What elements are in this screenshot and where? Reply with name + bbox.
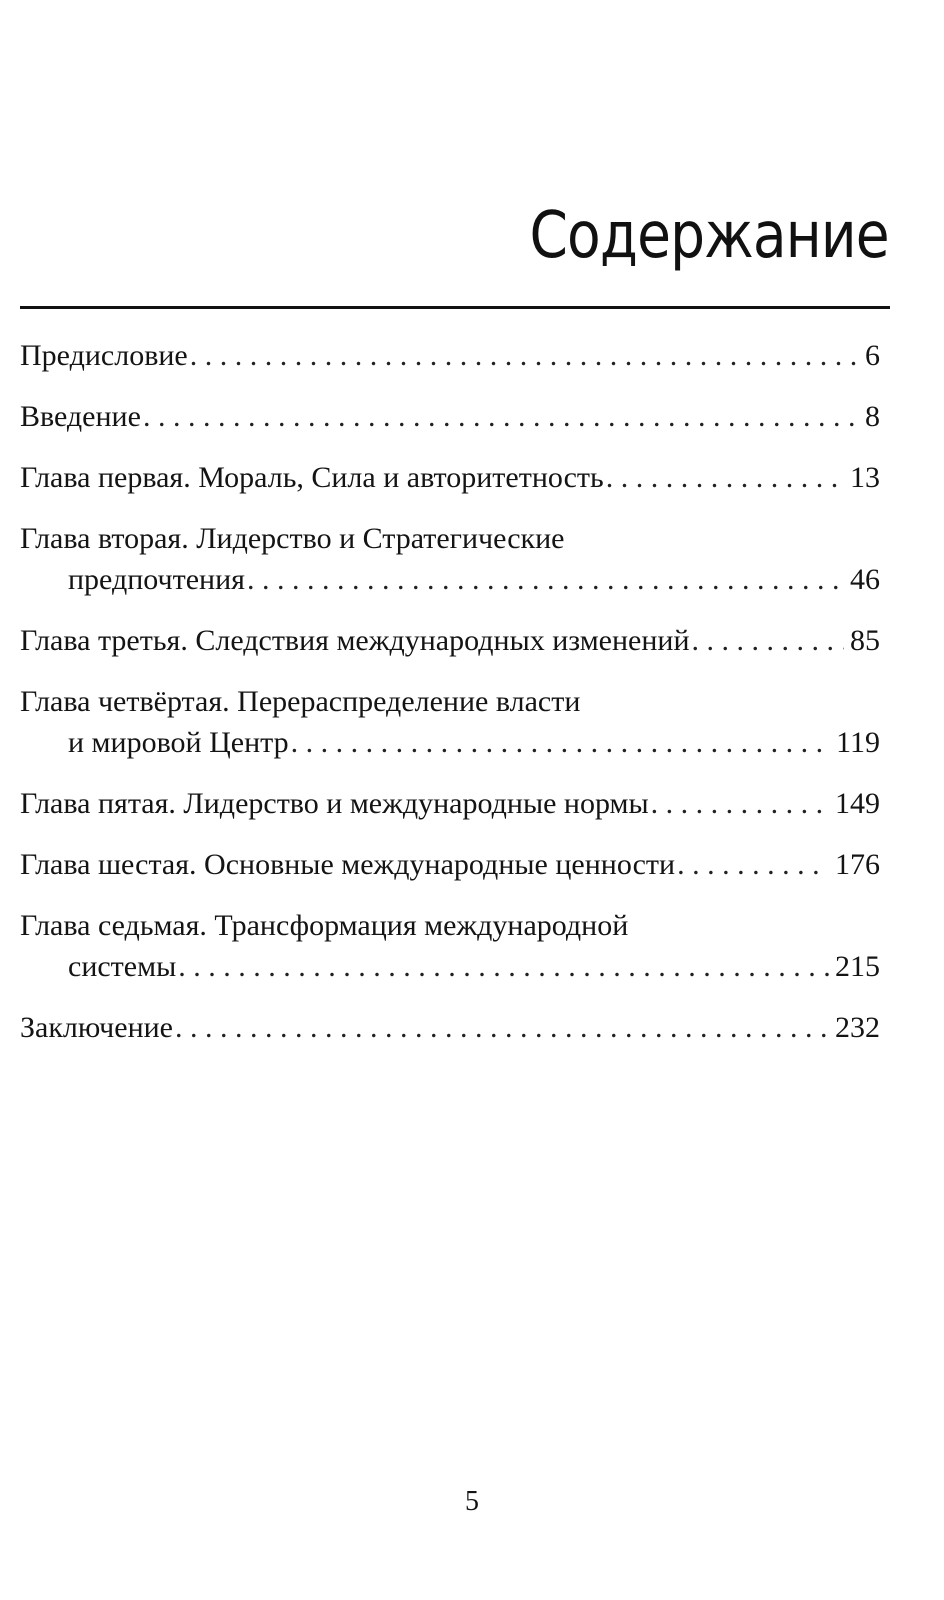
toc-entry-line <box>20 621 880 661</box>
toc-entry <box>20 458 880 498</box>
dot-leader <box>651 784 829 824</box>
toc-entry-title: Глава пятая. Лидерство и международные нормы <box>20 787 649 820</box>
toc-page-number: 46 <box>850 563 880 596</box>
toc-page-number: 215 <box>835 950 880 983</box>
dot-leader <box>291 723 830 763</box>
toc-entry-line <box>20 336 880 376</box>
dot-leader <box>692 621 844 661</box>
title-rule <box>20 306 890 309</box>
dot-leader <box>606 458 844 498</box>
toc-entry-title: Глава первая. Мораль, Сила и авторитетность <box>20 461 604 494</box>
toc-entry-line <box>20 723 880 763</box>
dot-leader <box>178 947 829 987</box>
toc-entry-title: Глава третья. Следствия международных изменений <box>20 624 690 657</box>
toc-entry-line <box>20 845 880 885</box>
table-of-contents <box>20 336 880 1069</box>
toc-entry-title: Глава четвёртая. Перераспределение власти <box>20 685 581 718</box>
toc-entry <box>20 621 880 661</box>
toc-entry <box>20 336 880 376</box>
dot-leader <box>677 845 829 885</box>
page-title: Содержание <box>529 199 889 273</box>
toc-page-number: 119 <box>836 726 880 759</box>
toc-entry-line <box>20 947 880 987</box>
toc-entry-title-continued: системы <box>68 950 177 983</box>
toc-page-number: 13 <box>850 461 880 494</box>
toc-entry <box>20 397 880 437</box>
toc-entry <box>20 784 880 824</box>
toc-entry <box>20 845 880 885</box>
toc-entry <box>20 1008 880 1048</box>
toc-entry-line <box>20 1008 880 1048</box>
toc-entry-title: Предисловие <box>20 339 188 372</box>
toc-entry <box>20 519 880 600</box>
toc-entry-line <box>20 458 880 498</box>
dot-leader <box>247 560 844 600</box>
toc-page-number: 232 <box>835 1011 880 1044</box>
toc-page-number: 8 <box>865 400 880 433</box>
page-number: 5 <box>465 1486 479 1517</box>
toc-entry-title: Заключение <box>20 1011 173 1044</box>
toc-page-number: 176 <box>835 848 880 881</box>
toc-page-number: 85 <box>850 624 880 657</box>
toc-entry-line <box>20 784 880 824</box>
toc-entry <box>20 906 880 987</box>
toc-entry-line <box>20 397 880 437</box>
toc-page-number: 149 <box>835 787 880 820</box>
dot-leader <box>175 1008 829 1048</box>
toc-entry-line <box>20 560 880 600</box>
dot-leader <box>143 397 859 437</box>
toc-entry-title: Глава шестая. Основные международные ценности <box>20 848 676 881</box>
toc-entry-title: Глава вторая. Лидерство и Стратегические <box>20 522 565 555</box>
toc-entry-title-continued: и мировой Центр <box>68 726 289 759</box>
toc-entry-title: Введение <box>20 400 141 433</box>
toc-entry-title: Глава седьмая. Трансформация международной <box>20 909 629 942</box>
toc-page-number: 6 <box>865 339 880 372</box>
toc-entry-title-continued: предпочтения <box>68 563 245 596</box>
dot-leader <box>190 336 859 376</box>
toc-entry <box>20 682 880 763</box>
